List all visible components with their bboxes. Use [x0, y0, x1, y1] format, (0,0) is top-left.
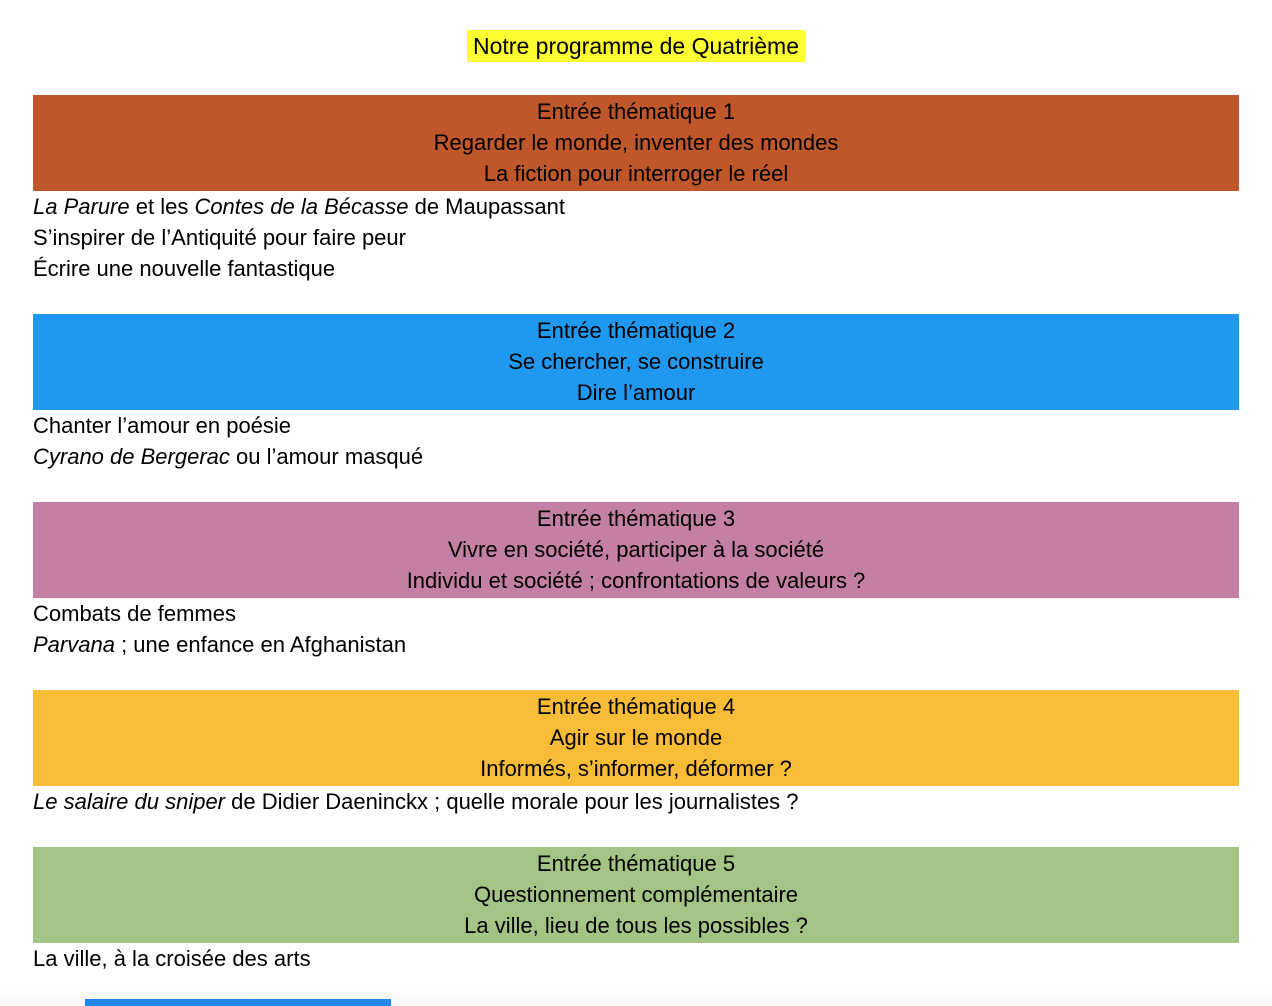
section-banner-title: Entrée thématique 4: [536, 694, 736, 719]
section-banner-subtitle: La ville, lieu de tous les possibles ?: [464, 913, 808, 938]
body-text: Écrire une nouvelle fantastique: [33, 256, 336, 281]
thematic-section: [0, 314, 1272, 472]
section-banner-subtitle: La fiction pour interroger le réel: [483, 161, 789, 186]
section-banner-subtitle: Regarder le monde, inventer des mondes: [433, 130, 839, 155]
section-banner: [33, 95, 1239, 191]
section-banner-subtitle: Agir sur le monde: [549, 725, 723, 750]
body-line: [33, 943, 1239, 974]
work-title-text: La Parure: [33, 194, 130, 219]
body-text: ; une enfance en Afghanistan: [114, 632, 407, 657]
section-banner-subtitle: Informés, s’informer, déformer ?: [480, 756, 792, 781]
work-title-text: Cyrano de Bergerac: [33, 444, 230, 469]
section-banner-subtitle: Vivre en société, participer à la société: [447, 537, 825, 562]
body-text: de Maupassant: [408, 194, 566, 219]
section-body: [0, 786, 1272, 817]
work-title-text: Parvana: [33, 632, 115, 657]
body-line: [33, 191, 1239, 222]
body-line: [33, 410, 1239, 441]
section-banner-subtitle: Individu et société ; confrontations de valeurs ?: [406, 568, 866, 593]
body-text: ou l’amour masqué: [229, 444, 424, 469]
body-line: [33, 253, 1239, 284]
body-text: Combats de femmes: [33, 601, 236, 626]
clipped-next-banner: [85, 999, 391, 1006]
section-banner-subtitle: Dire l’amour: [576, 380, 696, 405]
work-title-text: Le salaire du sniper: [33, 789, 226, 814]
section-banner: [33, 847, 1239, 943]
body-text: et les: [129, 194, 195, 219]
thematic-section: [0, 847, 1272, 974]
section-body: [0, 598, 1272, 660]
thematic-section: [0, 690, 1272, 817]
body-text: La ville, à la croisée des arts: [33, 946, 311, 971]
section-body: [0, 410, 1272, 472]
section-banner: [33, 502, 1239, 598]
section-banner-subtitle: Questionnement complémentaire: [473, 882, 799, 907]
section-banner-title: Entrée thématique 5: [536, 851, 736, 876]
body-text: de Didier Daeninckx ; quelle morale pour les journalistes ?: [225, 789, 799, 814]
body-line: [33, 441, 1239, 472]
section-banner-title: Entrée thématique 1: [536, 99, 736, 124]
section-banner: [33, 314, 1239, 410]
document-title-row: [0, 0, 1272, 62]
section-banner-subtitle: Se chercher, se construire: [508, 349, 764, 374]
body-line: [33, 222, 1239, 253]
body-line: [33, 786, 1239, 817]
body-line: [33, 598, 1239, 629]
section-banner-title: Entrée thématique 2: [536, 318, 736, 343]
thematic-section: [0, 95, 1272, 284]
work-title-text: Contes de la Bécasse: [194, 194, 409, 219]
thematic-sections: [0, 95, 1272, 974]
section-banner-title: Entrée thématique 3: [536, 506, 736, 531]
body-text: S’inspirer de l’Antiquité pour faire peur: [33, 225, 406, 250]
page-title: Notre programme de Quatrième: [467, 30, 805, 62]
section-body: [0, 943, 1272, 974]
body-text: Chanter l’amour en poésie: [33, 413, 292, 438]
body-line: [33, 629, 1239, 660]
section-body: [0, 191, 1272, 284]
thematic-section: [0, 502, 1272, 660]
section-banner: [33, 690, 1239, 786]
